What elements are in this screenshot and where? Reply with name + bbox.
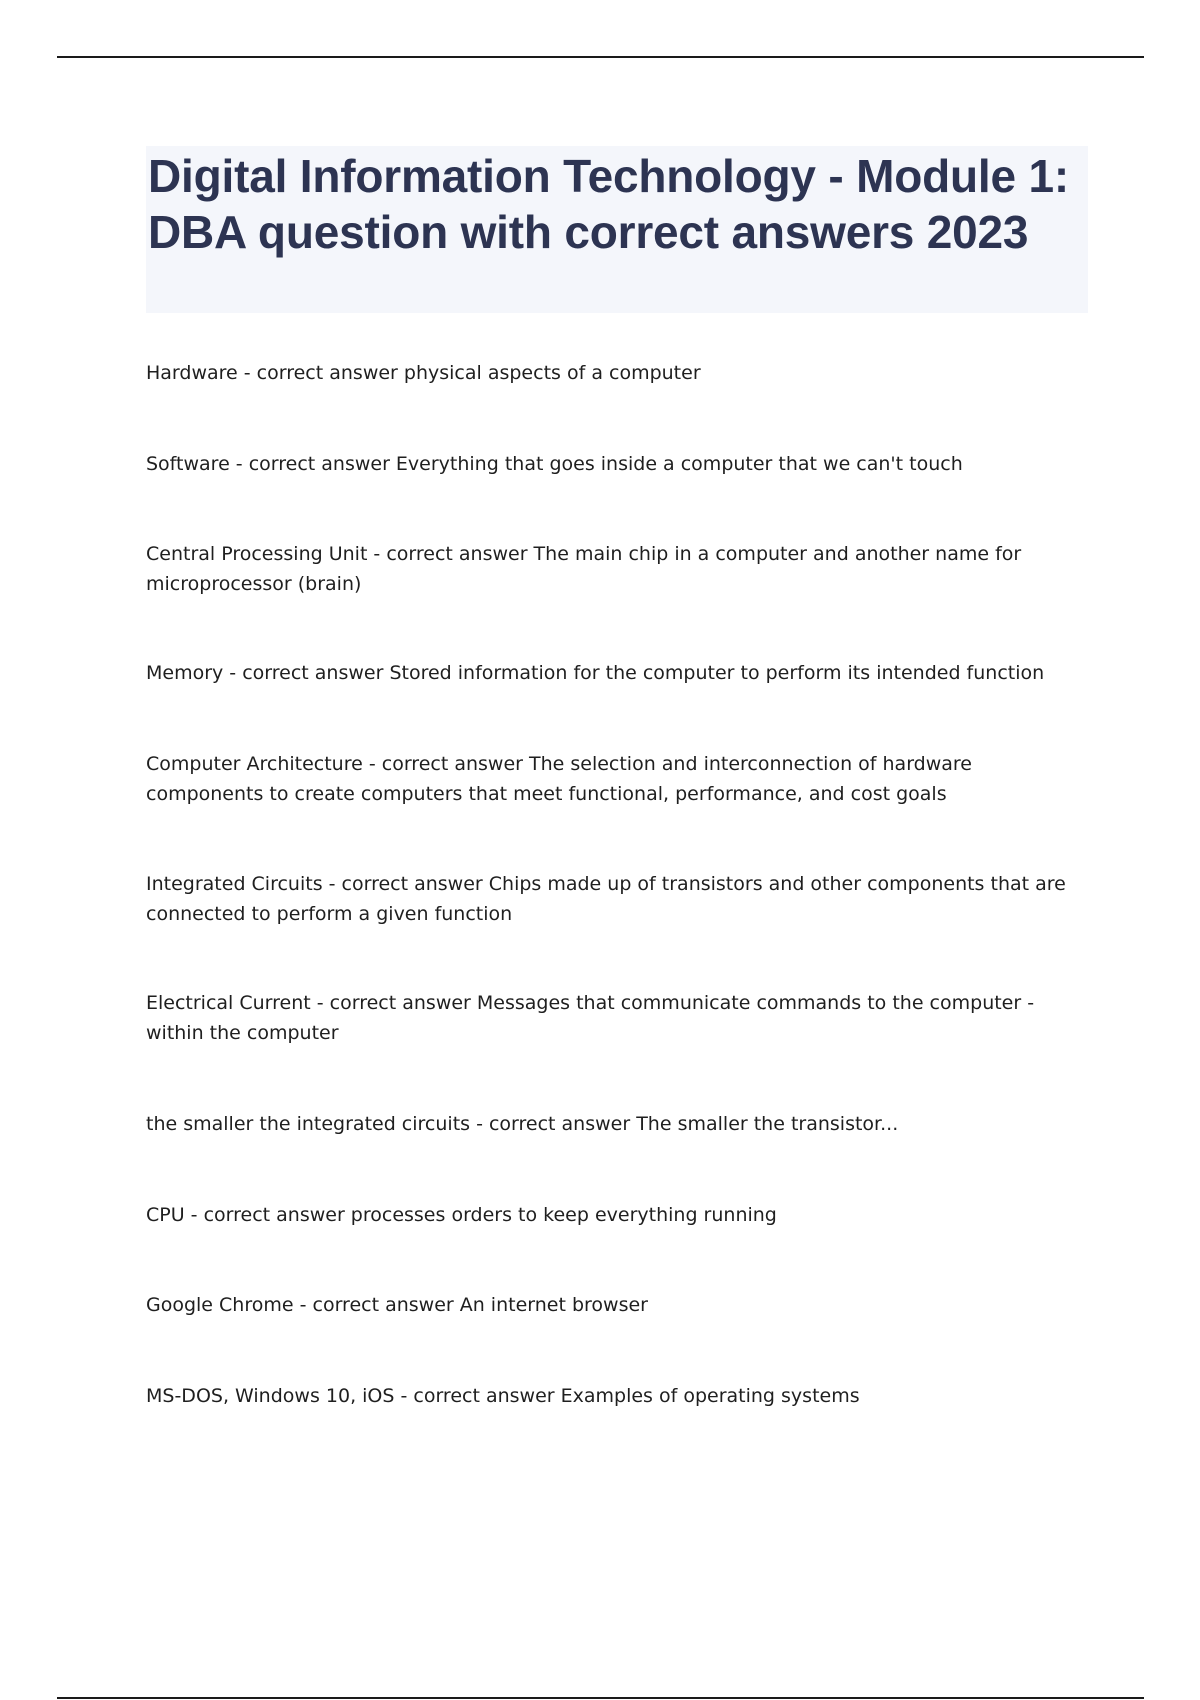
qa-item-cpu-definition: Central Processing Unit - correct answer The main chip in a computer and another name for microprocessor (brain) bbox=[146, 543, 1022, 595]
qa-item-google-chrome: Google Chrome - correct answer An internet browser bbox=[146, 1294, 648, 1316]
qa-item-smaller-circuits: the smaller the integrated circuits - correct answer The smaller the transistor... bbox=[146, 1113, 899, 1135]
qa-item-cpu: CPU - correct answer processes orders to keep everything running bbox=[146, 1204, 777, 1226]
title-block bbox=[146, 146, 1088, 313]
qa-item-computer-architecture: Computer Architecture - correct answer The selection and interconnection of hardware components to create computers that meet functional, performance, and cost goals bbox=[146, 753, 972, 805]
qa-item-integrated-circuits: Integrated Circuits - correct answer Chips made up of transistors and other components that are connected to perform a given function bbox=[146, 873, 1066, 925]
qa-item-hardware: Hardware - correct answer physical aspects of a computer bbox=[146, 362, 701, 384]
qa-item-operating-systems: MS-DOS, Windows 10, iOS - correct answer Examples of operating systems bbox=[146, 1385, 860, 1407]
qa-item-electrical-current: Electrical Current - correct answer Messages that communicate commands to the computer - within the computer bbox=[146, 992, 1035, 1044]
qa-item-memory: Memory - correct answer Stored information for the computer to perform its intended function bbox=[146, 662, 1045, 684]
qa-item-software: Software - correct answer Everything that goes inside a computer that we can't touch bbox=[146, 453, 963, 475]
header-rule bbox=[57, 56, 1144, 58]
footer-rule bbox=[57, 1697, 1144, 1699]
document-title: Digital Information Technology - Module 1: DBA question with correct answers 2023 bbox=[148, 150, 1069, 258]
